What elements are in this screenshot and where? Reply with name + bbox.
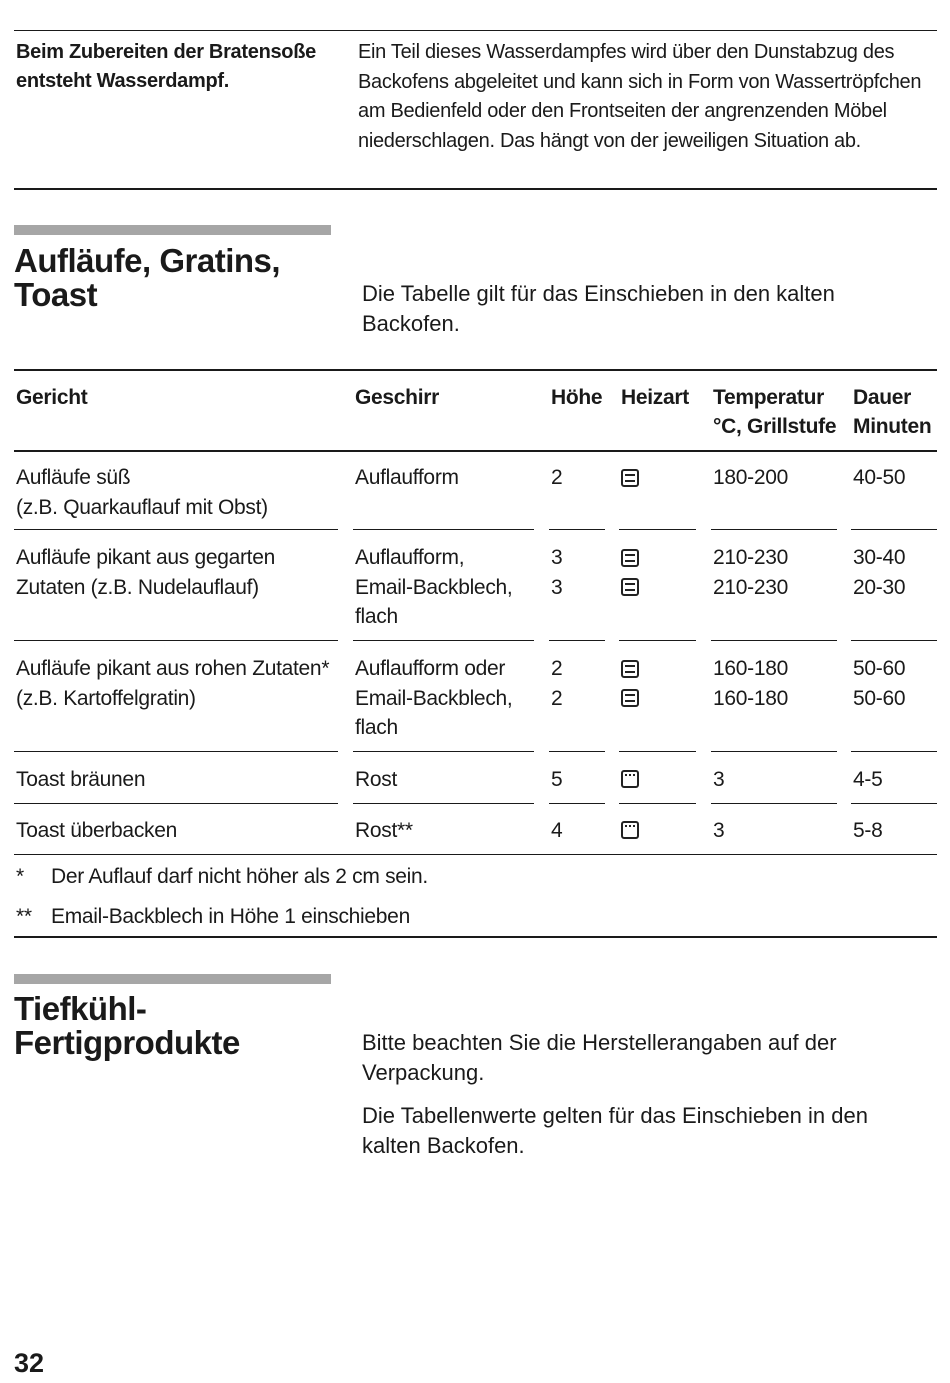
table-top-rule xyxy=(14,369,937,371)
row-divider xyxy=(711,751,837,752)
cell-text: 210-230 xyxy=(713,546,788,569)
cell-text: 2 xyxy=(551,466,563,489)
section-intro: Die Tabelle gilt für das Einschieben in den kalten Backofen. xyxy=(362,281,835,336)
cell-text: Toast bräunen xyxy=(16,768,146,791)
section-title xyxy=(14,992,344,1060)
cell-text: Rost xyxy=(355,768,397,791)
footnote-2-text: Email-Backblech in Höhe 1 einschieben xyxy=(51,905,410,928)
header-temperature xyxy=(713,383,836,441)
row-divider xyxy=(14,803,338,804)
table-row-2-temp xyxy=(713,543,788,602)
table-row-1-time xyxy=(853,463,905,493)
table-row-4-level xyxy=(551,765,562,795)
cell-text: Aufläufe pikant aus gegarten xyxy=(16,546,275,569)
table-row-3-level xyxy=(551,654,562,713)
table-body-rule xyxy=(14,854,937,855)
cell-text: 3 xyxy=(551,546,563,569)
row-divider xyxy=(353,751,534,752)
row-divider xyxy=(711,640,837,641)
top-bottom-heat-icon xyxy=(621,689,639,707)
cell-text: Email-Backblech, xyxy=(355,575,513,599)
row-divider xyxy=(851,529,937,530)
info-cause: Beim Zubereiten der Bratensoße entsteht Wasserdampf. xyxy=(16,41,316,92)
table-row-4-dishware xyxy=(355,765,397,795)
section-title xyxy=(14,244,344,312)
row-divider xyxy=(711,803,837,804)
row-divider xyxy=(851,803,937,804)
cell-text: Rost** xyxy=(355,819,413,842)
section-paragraph-2: Die Tabellenwerte gelten für das Einschieben in den kalten Backofen. xyxy=(362,1103,868,1158)
row-divider xyxy=(549,803,605,804)
table-row-3-dish xyxy=(16,654,329,713)
row-divider xyxy=(353,803,534,804)
table-row-5-time xyxy=(853,816,882,846)
info-remedy: Ein Teil dieses Wasserdampfes wird über den Dunstabzug des Backofens abgeleitet und kann sich in Form von Wassertröpfchen am Bedienfeld oder den Frontseiten der angrenzenden Möbel niederschlagen. Das hängt von der jeweiligen Situation ab. xyxy=(358,41,922,152)
footnote-1-mark: * xyxy=(16,865,24,888)
table-row-3-temp xyxy=(713,654,788,713)
cell-text: 30-40 xyxy=(853,546,906,569)
row-divider xyxy=(711,529,837,530)
header-time-line2: Minuten xyxy=(853,415,932,438)
table-row-2-level xyxy=(551,543,562,602)
cell-text: 20-30 xyxy=(853,575,906,599)
footnote-1-text: Der Auflauf darf nicht höher als 2 cm sein. xyxy=(51,865,428,888)
grill-icon xyxy=(621,770,639,788)
footnote-2-mark: ** xyxy=(16,905,32,928)
header-heating: Heizart xyxy=(621,386,689,409)
cell-text: 160-180 xyxy=(713,686,788,710)
header-dish: Gericht xyxy=(16,386,88,409)
table-row-1-dishware xyxy=(355,463,459,493)
header-temperature-line1: Temperatur xyxy=(713,386,824,409)
cell-text: (z.B. Quarkauflauf mit Obst) xyxy=(16,495,268,519)
cell-text: 160-180 xyxy=(713,657,788,680)
info-bottom-rule xyxy=(14,188,937,190)
table-row-5-dish xyxy=(16,816,177,846)
page-number: 32 xyxy=(14,1348,45,1378)
row-divider xyxy=(619,751,696,752)
cell-text: Auflaufform oder xyxy=(355,657,506,680)
row-divider xyxy=(851,751,937,752)
table-row-5-temp xyxy=(713,816,724,846)
row-divider xyxy=(851,640,937,641)
row-divider xyxy=(619,640,696,641)
section-title-line1: Tiefkühl- xyxy=(14,990,147,1027)
cell-text: 4-5 xyxy=(853,768,883,791)
cell-text: 3 xyxy=(551,575,563,599)
cell-text: Toast überbacken xyxy=(16,819,177,842)
cell-text: Auflaufform xyxy=(355,466,459,489)
cell-text: 40-50 xyxy=(853,466,906,489)
cell-text: Zutaten (z.B. Nudelauflauf) xyxy=(16,575,259,599)
table-row-5-dishware xyxy=(355,816,413,846)
table-row-3-time xyxy=(853,654,905,713)
table-header-rule xyxy=(14,450,937,452)
table-row-4-time xyxy=(853,765,882,795)
row-divider xyxy=(353,640,534,641)
cell-text: (z.B. Kartoffelgratin) xyxy=(16,686,196,710)
table-row-3-dishware xyxy=(355,654,512,743)
cell-text: 3 xyxy=(713,819,725,842)
cell-text: 3 xyxy=(713,768,725,791)
row-divider xyxy=(619,529,696,530)
row-divider xyxy=(549,529,605,530)
row-divider xyxy=(549,640,605,641)
row-divider xyxy=(619,803,696,804)
top-bottom-heat-icon xyxy=(621,469,639,487)
row-divider xyxy=(14,529,338,530)
header-time-line1: Dauer xyxy=(853,386,912,409)
top-rule xyxy=(14,30,937,31)
top-bottom-heat-icon xyxy=(621,549,639,567)
header-level: Höhe xyxy=(551,386,603,409)
grill-icon xyxy=(621,821,639,839)
table-row-2-time xyxy=(853,543,905,602)
table-row-5-level xyxy=(551,816,562,846)
section-paragraph-1: Bitte beachten Sie die Herstellerangaben auf der Verpackung. xyxy=(362,1030,837,1085)
cell-text: 210-230 xyxy=(713,575,788,599)
table-row-1-temp xyxy=(713,463,788,493)
table-row-2-dish xyxy=(16,543,275,602)
cell-text: 180-200 xyxy=(713,466,788,489)
section-title-line2: Toast xyxy=(14,276,98,313)
cell-text: Aufläufe süß xyxy=(16,466,131,489)
section-title-line2: Fertigprodukte xyxy=(14,1024,240,1061)
table-row-1-level xyxy=(551,463,562,493)
row-divider xyxy=(14,640,338,641)
cell-text: Aufläufe pikant aus rohen Zutaten* xyxy=(16,657,330,680)
top-bottom-heat-icon xyxy=(621,578,639,596)
section-marker-bar xyxy=(14,974,331,984)
cell-text: Auflaufform, xyxy=(355,546,465,569)
cell-text: 50-60 xyxy=(853,657,906,680)
row-divider xyxy=(353,529,534,530)
cell-text: flach xyxy=(355,716,398,739)
cell-text: 2 xyxy=(551,657,563,680)
header-dishware: Geschirr xyxy=(355,386,439,409)
cell-text: 5-8 xyxy=(853,819,883,842)
cell-text: 50-60 xyxy=(853,686,906,710)
cell-text: 2 xyxy=(551,686,563,710)
top-bottom-heat-icon xyxy=(621,660,639,678)
table-row-1-dish xyxy=(16,463,268,522)
section-marker-bar xyxy=(14,225,331,235)
row-divider xyxy=(14,751,338,752)
header-temperature-line2: °C, Grillstufe xyxy=(713,415,837,438)
cell-text: flach xyxy=(355,605,398,628)
table-row-4-dish xyxy=(16,765,145,795)
section-title-line1: Aufläufe, Gratins, xyxy=(14,242,281,279)
table-row-2-dishware xyxy=(355,543,512,632)
table-bottom-rule xyxy=(14,936,937,938)
header-time xyxy=(853,383,931,441)
cell-text: 5 xyxy=(551,768,563,791)
table-row-4-temp xyxy=(713,765,724,795)
row-divider xyxy=(549,751,605,752)
cell-text: Email-Backblech, xyxy=(355,686,513,710)
cell-text: 4 xyxy=(551,819,563,842)
